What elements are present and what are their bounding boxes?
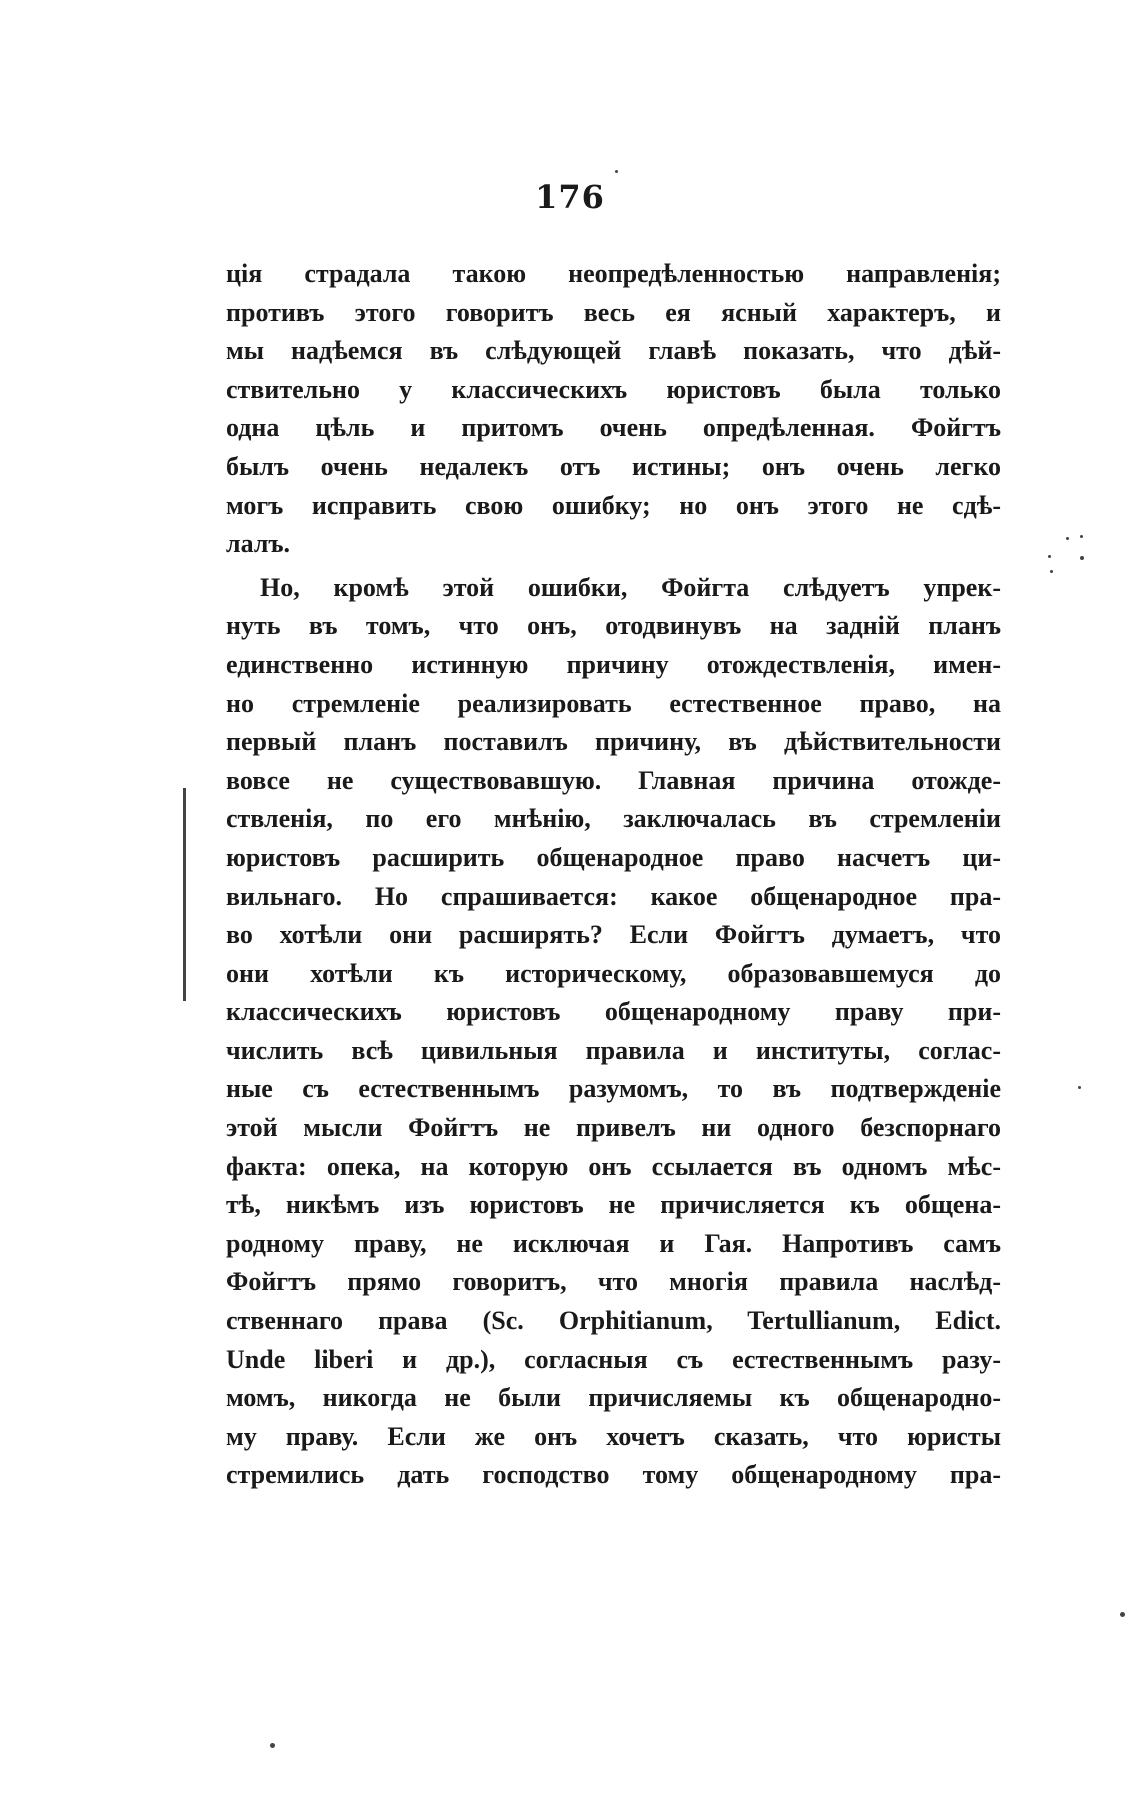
text-line: момъ, никогда не были причисляемы къ общенародно-: [226, 1383, 1001, 1413]
print-speck: [1080, 556, 1084, 560]
print-speck: [1048, 555, 1051, 558]
text-line: юристовъ расширить общенародное право насчетъ ци-: [226, 842, 1001, 872]
print-speck: [1050, 570, 1053, 573]
text-line: Фойгтъ прямо говоритъ, что многія правила наслѣд-: [226, 1267, 1001, 1297]
page-number: 176: [535, 178, 605, 216]
text-line: ственнаго права (Sc. Orphitianum, Tertullianum, Edict.: [226, 1306, 1001, 1336]
text-line: мы надѣемся въ слѣдующей главѣ показать, что дѣй-: [226, 336, 1001, 366]
text-line: тѣ, никѣмъ изъ юристовъ не причисляется къ общена-: [226, 1190, 1001, 1220]
text-line: одна цѣль и притомъ очень опредѣленная. Фойгтъ: [226, 413, 1001, 443]
paragraph-2: [226, 569, 1001, 1495]
text-line: стремились дать господство тому общенародному пра-: [226, 1460, 1001, 1490]
text-line: этой мысли Фойгтъ не привелъ ни одного безспорнаго: [226, 1113, 1001, 1143]
text-line: они хотѣли къ историческому, образовавшемуся до: [226, 958, 1001, 988]
text-line: ные съ естественнымъ разумомъ, то въ подтвержденіе: [226, 1074, 1001, 1104]
text-line: вильнаго. Но спрашивается: какое общенародное пра-: [226, 881, 1001, 911]
print-speck: [615, 170, 618, 173]
text-line: факта: опека, на которую онъ ссылается въ одномъ мѣс-: [226, 1151, 1001, 1181]
text-line: противъ этого говоритъ весь ея ясный характеръ, и: [226, 297, 1001, 327]
text-line: Unde liberi и др.), согласныя съ естественнымъ разу-: [226, 1344, 1001, 1374]
text-line: ствленія, по его мнѣнію, заключалась въ стремленіи: [226, 804, 1001, 834]
print-speck: [1066, 537, 1069, 540]
text-line: могъ исправить свою ошибку; но онъ этого не сдѣ-: [226, 490, 1001, 520]
text-line: ствительно у классическихъ юристовъ была только: [226, 374, 1001, 404]
margin-pencil-mark: [183, 788, 186, 1001]
text-line: во хотѣли они расширять? Если Фойгтъ думаетъ, что: [226, 920, 1001, 950]
text-line: лалъ.: [226, 529, 291, 559]
text-line: единственно истинную причину отождествленія, имен-: [226, 649, 1001, 679]
text-line: родному праву, не исключая и Гая. Напротивъ самъ: [226, 1228, 1001, 1258]
text-line: му праву. Если же онъ хочетъ сказать, что юристы: [226, 1421, 1001, 1451]
print-speck: [1120, 1612, 1125, 1617]
print-speck: [1080, 535, 1083, 538]
body-text: [226, 255, 1001, 1495]
text-line: ція страдала такою неопредѣленностью направленія;: [226, 259, 1001, 288]
text-line: числить всѣ цивильныя правила и институты, соглас-: [226, 1035, 1001, 1065]
print-speck: [1078, 1086, 1081, 1089]
text-line: но стремленіе реализировать естественное право, на: [226, 688, 1001, 718]
text-line: нуть въ томъ, что онъ, отодвинувъ на задній планъ: [226, 611, 1001, 641]
text-line: первый планъ поставилъ причину, въ дѣйствительности: [226, 727, 1001, 757]
paragraph-1: [226, 255, 1001, 564]
text-line: Но, кромѣ этой ошибки, Фойгта слѣдуетъ упрек-: [260, 572, 1001, 602]
text-line: классическихъ юристовъ общенародному праву при-: [226, 997, 1001, 1027]
text-line: былъ очень недалекъ отъ истины; онъ очень легко: [226, 451, 1001, 481]
print-speck: [270, 1743, 275, 1748]
text-line: вовсе не существовавшую. Главная причина отожде-: [226, 765, 1001, 795]
